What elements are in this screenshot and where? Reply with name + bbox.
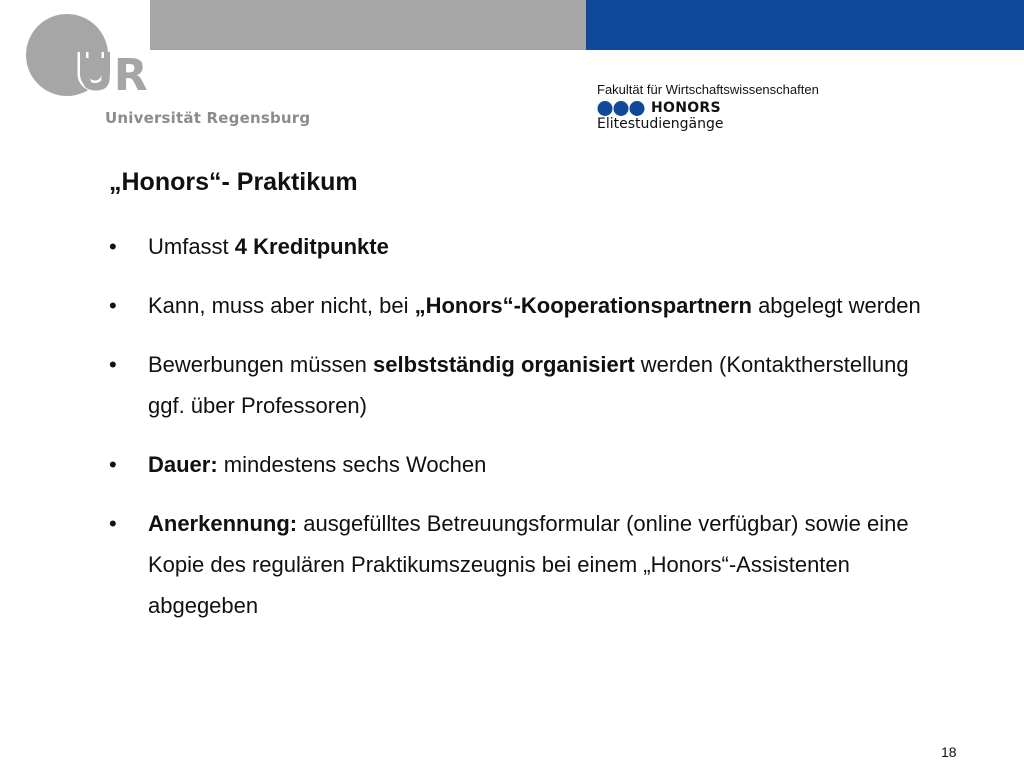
- bullet-item: [109, 444, 929, 485]
- header-gray-bar: [150, 0, 586, 50]
- honors-logo: [597, 99, 721, 117]
- bullet-text: werden (Kontaktherstellung ggf. über Professoren): [148, 352, 909, 418]
- bullet-text: Kann, muss aber nicht, bei: [148, 293, 415, 318]
- bullet-text-bold: 4 Kreditpunkte: [234, 234, 389, 259]
- bullet-list: [109, 226, 929, 644]
- university-logo: [26, 14, 156, 104]
- university-name: Universität Regensburg: [105, 109, 311, 127]
- faculty-name: Fakultät für Wirtschaftswissenschaften: [597, 82, 819, 97]
- bullet-item: [109, 344, 929, 426]
- bullet-marker: •: [109, 352, 117, 377]
- bullet-text: Umfasst: [148, 234, 235, 259]
- bullet-text-bold: „Honors“-Kooperationspartnern: [414, 293, 752, 318]
- honors-dots-icon: [597, 100, 645, 117]
- bullet-marker: •: [109, 511, 117, 536]
- bullet-text: Bewerbungen müssen: [148, 352, 374, 377]
- header-blue-bar: [586, 0, 1024, 50]
- bullet-item: [109, 226, 929, 267]
- bullet-text-bold: Dauer:: [148, 452, 218, 477]
- bullet-item: [109, 503, 929, 626]
- bullet-text: mindestens sechs Wochen: [217, 452, 487, 477]
- bullet-marker: •: [109, 293, 117, 318]
- slide-title: „Honors“- Praktikum: [109, 168, 358, 196]
- page-number: 18: [941, 744, 957, 760]
- honors-logo-subtitle: Elitestudiengänge: [597, 116, 724, 132]
- bullet-text-bold: selbstständig organisiert: [373, 352, 635, 377]
- bullet-marker: •: [109, 452, 117, 477]
- honors-logo-word: HONORS: [651, 100, 721, 116]
- bullet-text: ausgefülltes Betreuungsformular (online verfügbar) sowie eine Kopie des regulären Praktikumszeugnis bei einem „Honors“-Assistenten abgegeben: [148, 511, 909, 618]
- bullet-marker: •: [109, 234, 117, 259]
- bullet-item: [109, 285, 929, 326]
- university-logo-monogram: UR: [78, 50, 148, 101]
- bullet-text-bold: Anerkennung:: [148, 511, 298, 536]
- bullet-text: abgelegt werden: [751, 293, 921, 318]
